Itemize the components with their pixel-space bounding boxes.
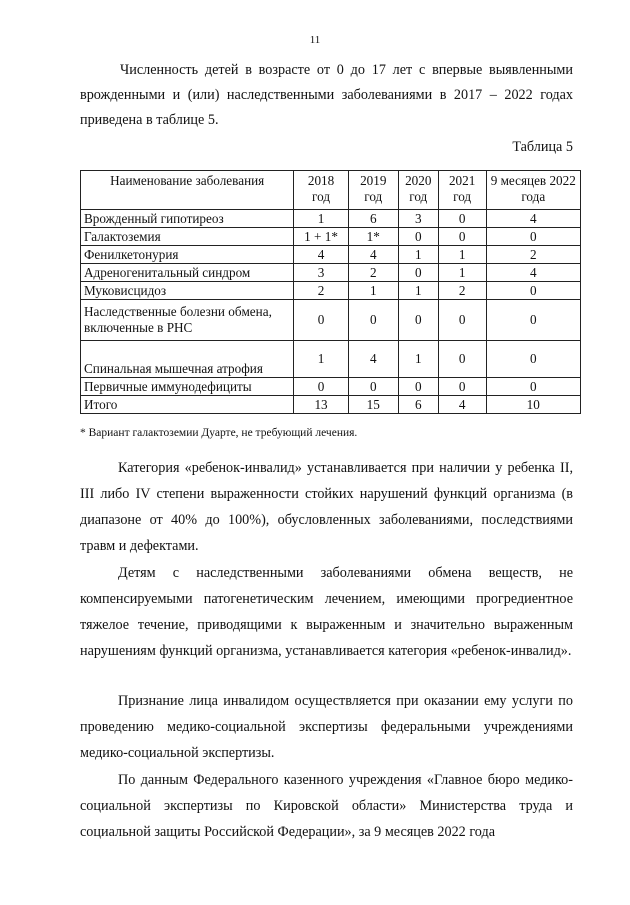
table-cell: 2 xyxy=(348,264,398,282)
table-cell: 0 xyxy=(398,264,438,282)
table-cell: 3 xyxy=(398,210,438,228)
table-cell: 0 xyxy=(348,300,398,341)
table-cell: 13 xyxy=(294,396,348,414)
table-cell-name: Фенилкетонурия xyxy=(81,246,294,264)
table-cell: 0 xyxy=(438,341,486,378)
table-cell-name: Наследственные болезни обмена, включенные в РНС xyxy=(81,300,294,341)
table-cell: 1 xyxy=(348,282,398,300)
table-cell: 0 xyxy=(294,300,348,341)
table-cell-name: Галактоземия xyxy=(81,228,294,246)
body-paragraph: Категория «ребенок-инвалид» устанавливается при наличии у ребенка II, III либо IV степени выраженности стойких нарушений функций организма (в диапазоне от 40% до 100%), обусловленных заболеваниями, последствиями травм и дефектами. xyxy=(80,460,573,554)
table-cell: 1 xyxy=(294,210,348,228)
table-cell: 0 xyxy=(398,378,438,396)
table-cell: 6 xyxy=(398,396,438,414)
table-cell: 0 xyxy=(438,300,486,341)
table-cell: 2 xyxy=(486,246,580,264)
table-cell: 0 xyxy=(398,228,438,246)
table-cell: 1 + 1* xyxy=(294,228,348,246)
table-cell: 0 xyxy=(486,378,580,396)
table-cell: 2 xyxy=(438,282,486,300)
table-cell: 4 xyxy=(486,264,580,282)
table-row xyxy=(81,282,581,300)
table-row xyxy=(81,246,581,264)
table-cell: 3 xyxy=(294,264,348,282)
table-cell-name: Первичные иммунодефициты xyxy=(81,378,294,396)
table-caption: Таблица 5 xyxy=(512,139,573,155)
intro-paragraph: Численность детей в возрасте от 0 до 17 лет с впервые выявленными врожденными и (или) наследственными заболеваниями в 2017 – 2022 годах приведена в таблице 5. xyxy=(80,62,573,128)
table-cell-name: Спинальная мышечная атрофия xyxy=(81,341,294,378)
table-cell: 1 xyxy=(398,246,438,264)
table-cell: 0 xyxy=(438,228,486,246)
table-row xyxy=(81,341,581,378)
table-cell: 0 xyxy=(486,300,580,341)
page-number: 11 xyxy=(309,34,321,46)
table-cell: 4 xyxy=(438,396,486,414)
table-row xyxy=(81,264,581,282)
header-9-months-2022: 9 месяцев 2022 года xyxy=(486,171,580,210)
table-row xyxy=(81,378,581,396)
table-cell-name: Врожденный гипотиреоз xyxy=(81,210,294,228)
body-paragraph: Признание лица инвалидом осуществляется при оказании ему услуги по проведению медико-социальной экспертизы федеральными учреждениями медико-социальной экспертизы. xyxy=(80,693,573,761)
table-cell: 6 xyxy=(348,210,398,228)
table-row-total xyxy=(81,396,581,414)
table-cell: 1 xyxy=(294,341,348,378)
table-cell: 0 xyxy=(438,378,486,396)
table-cell-name: Муковисцидоз xyxy=(81,282,294,300)
header-2021: 2021 год xyxy=(438,171,486,210)
table-cell: 1 xyxy=(398,282,438,300)
body-paragraph: Детям с наследственными заболеваниями обмена веществ, не компенсируемыми патогенетическим лечением, имеющими прогредиентное тяжелое течение, приводящими к выраженным и значительно выраженным нарушениям функций организма, устанавливается категория «ребенок-инвалид». xyxy=(80,565,573,659)
table-cell: 0 xyxy=(486,282,580,300)
table-cell: 1 xyxy=(398,341,438,378)
table-cell: 4 xyxy=(486,210,580,228)
table-cell: 1 xyxy=(438,264,486,282)
table-header-row xyxy=(81,171,581,210)
table-cell-name: Адреногенитальный синдром xyxy=(81,264,294,282)
table-cell: 2 xyxy=(294,282,348,300)
header-2020: 2020 год xyxy=(398,171,438,210)
table-cell: 0 xyxy=(294,378,348,396)
table-cell: 1 xyxy=(438,246,486,264)
table-footnote: * Вариант галактоземии Дуарте, не требующий лечения. xyxy=(80,427,358,439)
table-cell: 15 xyxy=(348,396,398,414)
table-row xyxy=(81,300,581,341)
table-cell: 4 xyxy=(348,246,398,264)
table-cell: 0 xyxy=(398,300,438,341)
table-row xyxy=(81,210,581,228)
header-2019: 2019 год xyxy=(348,171,398,210)
table-cell-name: Итого xyxy=(81,396,294,414)
table-cell: 1* xyxy=(348,228,398,246)
table-cell: 0 xyxy=(486,228,580,246)
table-cell: 0 xyxy=(438,210,486,228)
header-disease-name: Наименование заболевания xyxy=(81,171,294,210)
table-cell: 4 xyxy=(294,246,348,264)
table-cell: 0 xyxy=(348,378,398,396)
body-paragraph: По данным Федерального казенного учреждения «Главное бюро медико-социальной экспертизы по Кировской области» Министерства труда и социальной защиты Российской Федерации», за 9 месяцев 2022 года xyxy=(80,772,573,840)
disease-table xyxy=(80,170,581,414)
table-cell: 0 xyxy=(486,341,580,378)
table-cell: 4 xyxy=(348,341,398,378)
table-cell: 10 xyxy=(486,396,580,414)
header-2018: 2018 год xyxy=(294,171,348,210)
table-row xyxy=(81,228,581,246)
